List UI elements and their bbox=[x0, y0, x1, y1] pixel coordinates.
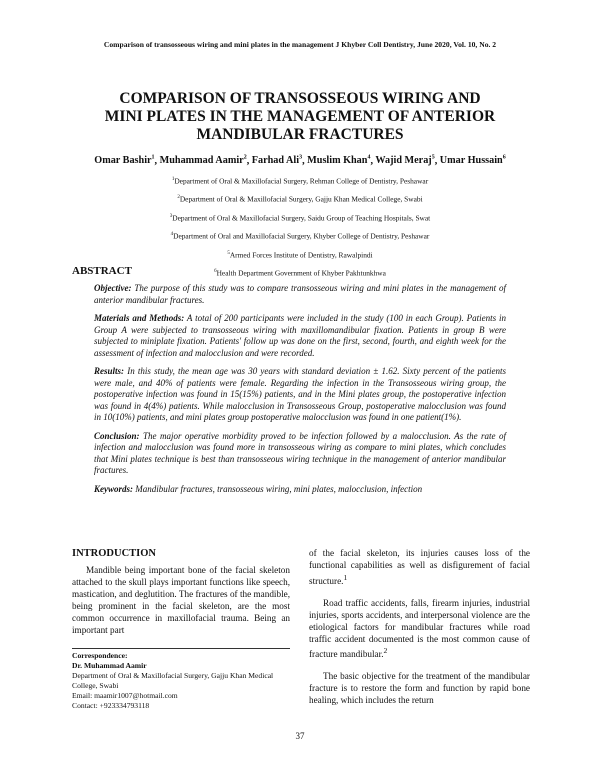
running-header: Comparison of transosseous wiring and mini plates in the management J Khyber Coll Dentistry, June 2020, Vol. 10, No. 2 bbox=[103, 40, 497, 49]
intro-paragraph-3: The basic objective for the treatment of the mandibular fracture is to restore the form and function by rapid bone healing, which includes the return bbox=[309, 671, 530, 706]
correspondence-name: Dr. Muhammad Aamir bbox=[72, 661, 147, 670]
author: Umar Hussain$^6$ bbox=[439, 155, 506, 167]
left-column bbox=[72, 548, 290, 636]
affiliation: $^2$Department of Oral & Maxillofacial Surgery, Gajju Khan Medical College, Swabi bbox=[177, 194, 423, 204]
intro-paragraph-2: Road traffic accidents, falls, firearm injuries, industrial injuries, sports accidents, and interpersonal violence are the etiological factors for mandibular fractures while road traffic accident documented is the most common cause of fracture mandibular.$^2$ bbox=[309, 597, 530, 660]
abstract-objective: Objective: The purpose of this study was to compare transosseous wiring and mini plates in the management of anterior mandibular fractures. bbox=[94, 283, 506, 305]
affiliation: $^4$Department of Oral and Maxillofacial Surgery, Khyber College of Dentistry, Peshawar bbox=[170, 231, 430, 241]
author: Muslim Khan$^4$ bbox=[307, 155, 371, 167]
correspondence-contact: Contact: +923334793118 bbox=[72, 701, 150, 710]
abstract-keywords: Keywords: Mandibular fractures, transosseous wiring, mini plates, malocclusion, infection bbox=[94, 483, 423, 494]
author: Omar Bashir$^1$ bbox=[94, 155, 155, 167]
affiliation: $^6$Health Department Government of Khyber Pakhtunkhwa bbox=[214, 268, 386, 278]
author: Wajid Meraj$^5$ bbox=[375, 155, 435, 167]
abstract-results: Results: In this study, the mean age was 30 years with standard deviation ± 1.62. Sixty percent of the patients were male, and 40% of patients were female. Regarding the infection in the Transosseous wiring group, the postoperative infection was found in 15(15%) patients, and in the Mini plates group, the postoperative infection was found in 4(4%) patients. While malocclusion in Transosseous Group, postoperative malocclusion was found in 10(10%) patients, and mini plates group postoperative malocclusion was found in one patient(1%). bbox=[94, 366, 506, 422]
intro-paragraph-1: Mandible being important bone of the facial skeleton attached to the skull plays important functions like speech, mastication, and deglutition. The fractures of the mandible, being prominent in the facial skeleton, are the most common occurrence in maxillofacial trauma. Being an important part bbox=[72, 565, 290, 635]
intro-paragraph-1-continued: of the facial skeleton, its injuries causes loss of the functional capabilities as well as disfigurement of facial structure.$^1$ bbox=[309, 548, 530, 586]
title-line-2: MINI PLATES IN THE MANAGEMENT OF ANTERIOR bbox=[104, 108, 496, 125]
abstract-conclusion: Conclusion: The major operative morbidity proved to be infection followed by a malocclusion. As the rate of infection and malocclusion was found more in transosseous wiring as compare to mini plates, which concludes that Mini plates technique is best than transosseous wiring technique in the management of anterior mandibular fractures. bbox=[94, 430, 507, 475]
author: Muhammad Aamir$^2$ bbox=[159, 155, 247, 167]
abstract-heading: ABSTRACT bbox=[72, 265, 132, 277]
right-column bbox=[309, 548, 530, 707]
author: Farhad Ali$^3$ bbox=[251, 155, 303, 167]
introduction-heading: INTRODUCTION bbox=[72, 548, 157, 559]
correspondence-dept: Department of Oral & Maxillofacial Surgery, Gajju Khan Medical College, Swabi bbox=[72, 671, 274, 690]
affiliation: $^1$Department of Oral & Maxillofacial Surgery, Rehman College of Dentistry, Peshawar bbox=[171, 176, 429, 186]
correspondence-email: Email: maamir1007@hotmail.com bbox=[72, 691, 178, 700]
footnote-divider bbox=[72, 648, 290, 649]
abstract-methods: Materials and Methods: A total of 200 participants were included in the study (100 in each Group). Patients in Group A were subjected to transosseous wiring with maxillomandibular fixation. Patients in group B were subjected to miniplate fixation. Patients' follow up was done on the first, second, fourth, and eighth week for the assessment of infection and malocclusion and were recorded. bbox=[94, 313, 506, 358]
affiliation-list bbox=[60, 171, 540, 282]
title-line-1: COMPARISON OF TRANSOSSEOUS WIRING AND bbox=[119, 90, 481, 107]
author-list: Omar Bashir$^1$, Muhammad Aamir$^2$, Farhad Ali$^3$, Muslim Khan$^4$, Wajid Meraj$^5$, Umar Hussain$^6$ bbox=[94, 155, 506, 167]
correspondence-block bbox=[72, 651, 290, 711]
affiliation: $^3$Department of Oral & Maxillofacial Surgery, Saidu Group of Teaching Hospitals, Swat bbox=[169, 213, 431, 223]
abstract-body bbox=[94, 283, 506, 502]
correspondence-label: Correspondence: bbox=[72, 651, 128, 660]
title-line-3: MANDIBULAR FRACTURES bbox=[196, 126, 404, 143]
affiliation: $^5$Armed Forces Institute of Dentistry, Rawalpindi bbox=[227, 250, 373, 260]
article-title bbox=[60, 90, 540, 144]
page-number: 37 bbox=[295, 731, 305, 741]
